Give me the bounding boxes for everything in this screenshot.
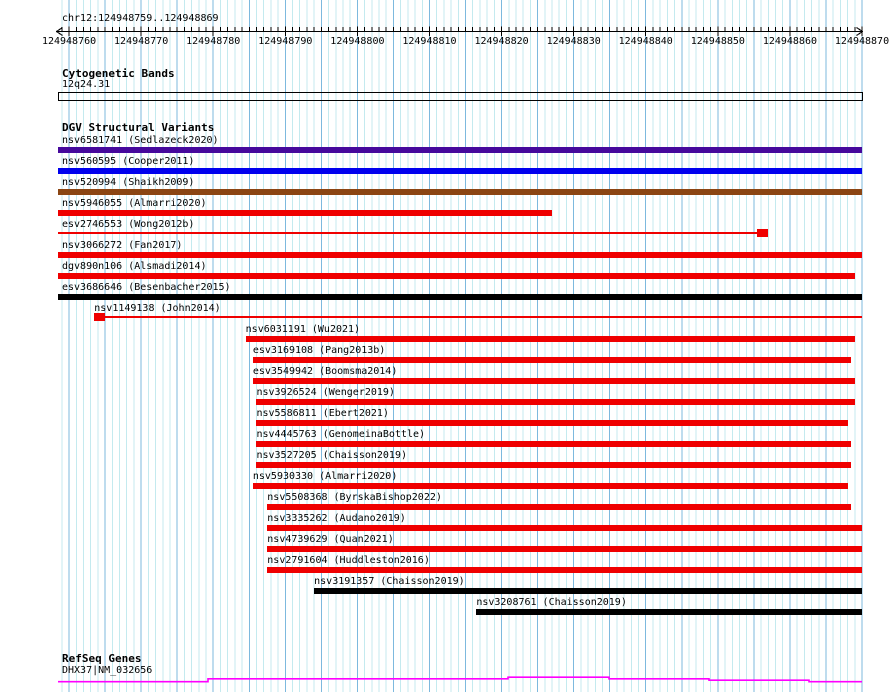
variant-label: nsv2791604 (Huddleston2016) <box>267 555 430 566</box>
variant-label: esv3169108 (Pang2013b) <box>252 345 386 356</box>
region-title: chr12:124948759..124948869 <box>62 13 219 24</box>
ruler-tick-label: 124948820 <box>474 36 529 47</box>
ruler-tick-label: 124948870 <box>834 36 890 47</box>
variant-label: nsv3191357 (Chaisson2019) <box>314 576 465 587</box>
variant-label: nsv3527205 (Chaisson2019) <box>256 450 407 461</box>
variant-label: nsv5946055 (Almarri2020) <box>62 198 207 209</box>
variant-label: esv3686646 (Besenbacher2015) <box>62 282 231 293</box>
ruler-tick-label: 124948850 <box>690 36 745 47</box>
variant-label: nsv3335262 (Audano2019) <box>267 513 406 524</box>
variant-label: nsv3066272 (Fan2017) <box>62 240 183 251</box>
ruler-tick-label: 124948770 <box>114 36 169 47</box>
ruler-tick-label: 124948790 <box>258 36 313 47</box>
gene-model-line[interactable] <box>58 677 862 682</box>
variant-label: nsv4739629 (Quan2021) <box>267 534 394 545</box>
variant-label: nsv5508368 (ByrskaBishop2022) <box>267 492 442 503</box>
ruler-tick-label: 124948830 <box>546 36 601 47</box>
variant-label: nsv1149138 (John2014) <box>94 303 221 314</box>
variant-label: nsv560595 (Cooper2011) <box>62 156 195 167</box>
ruler-tick-label: 124948780 <box>186 36 241 47</box>
ruler-tick-label: 124948860 <box>762 36 817 47</box>
variant-label: nsv5930330 (Almarri2020) <box>252 471 398 482</box>
ruler-tick-label: 124948800 <box>330 36 385 47</box>
variant-label: nsv6581741 (Sedlazeck2020) <box>62 135 219 146</box>
ruler-tick-label: 124948760 <box>41 36 97 47</box>
ruler-tick-label: 124948810 <box>402 36 457 47</box>
variant-label: nsv3926524 (Wenger2019) <box>256 387 395 398</box>
variant-label: esv3549942 (Boomsma2014) <box>252 366 398 377</box>
variant-label: nsv5586811 (Ebert2021) <box>256 408 389 419</box>
variant-label: nsv4445763 (GenomeinaBottle) <box>256 429 426 440</box>
ruler-tick-label: 124948840 <box>618 36 673 47</box>
variant-label: nsv6031191 (Wu2021) <box>245 324 361 335</box>
section-title-cytogenetic-bands: Cytogenetic Bands <box>62 67 175 80</box>
section-title-refseq-genes: RefSeq Genes <box>62 652 142 665</box>
variant-label: nsv520994 (Shaikh2009) <box>62 177 195 188</box>
section-title-dgv-structural-variants: DGV Structural Variants <box>62 121 215 134</box>
refseq-gene-label: DHX37|NM_032656 <box>62 665 153 676</box>
variant-label: esv2746553 (Wong2012b) <box>62 219 195 230</box>
variant-label: dgv890n106 (Alsmadi2014) <box>62 261 207 272</box>
variant-label: nsv3208761 (Chaisson2019) <box>476 597 627 608</box>
cytoband-label: 12q24.31 <box>62 79 111 90</box>
